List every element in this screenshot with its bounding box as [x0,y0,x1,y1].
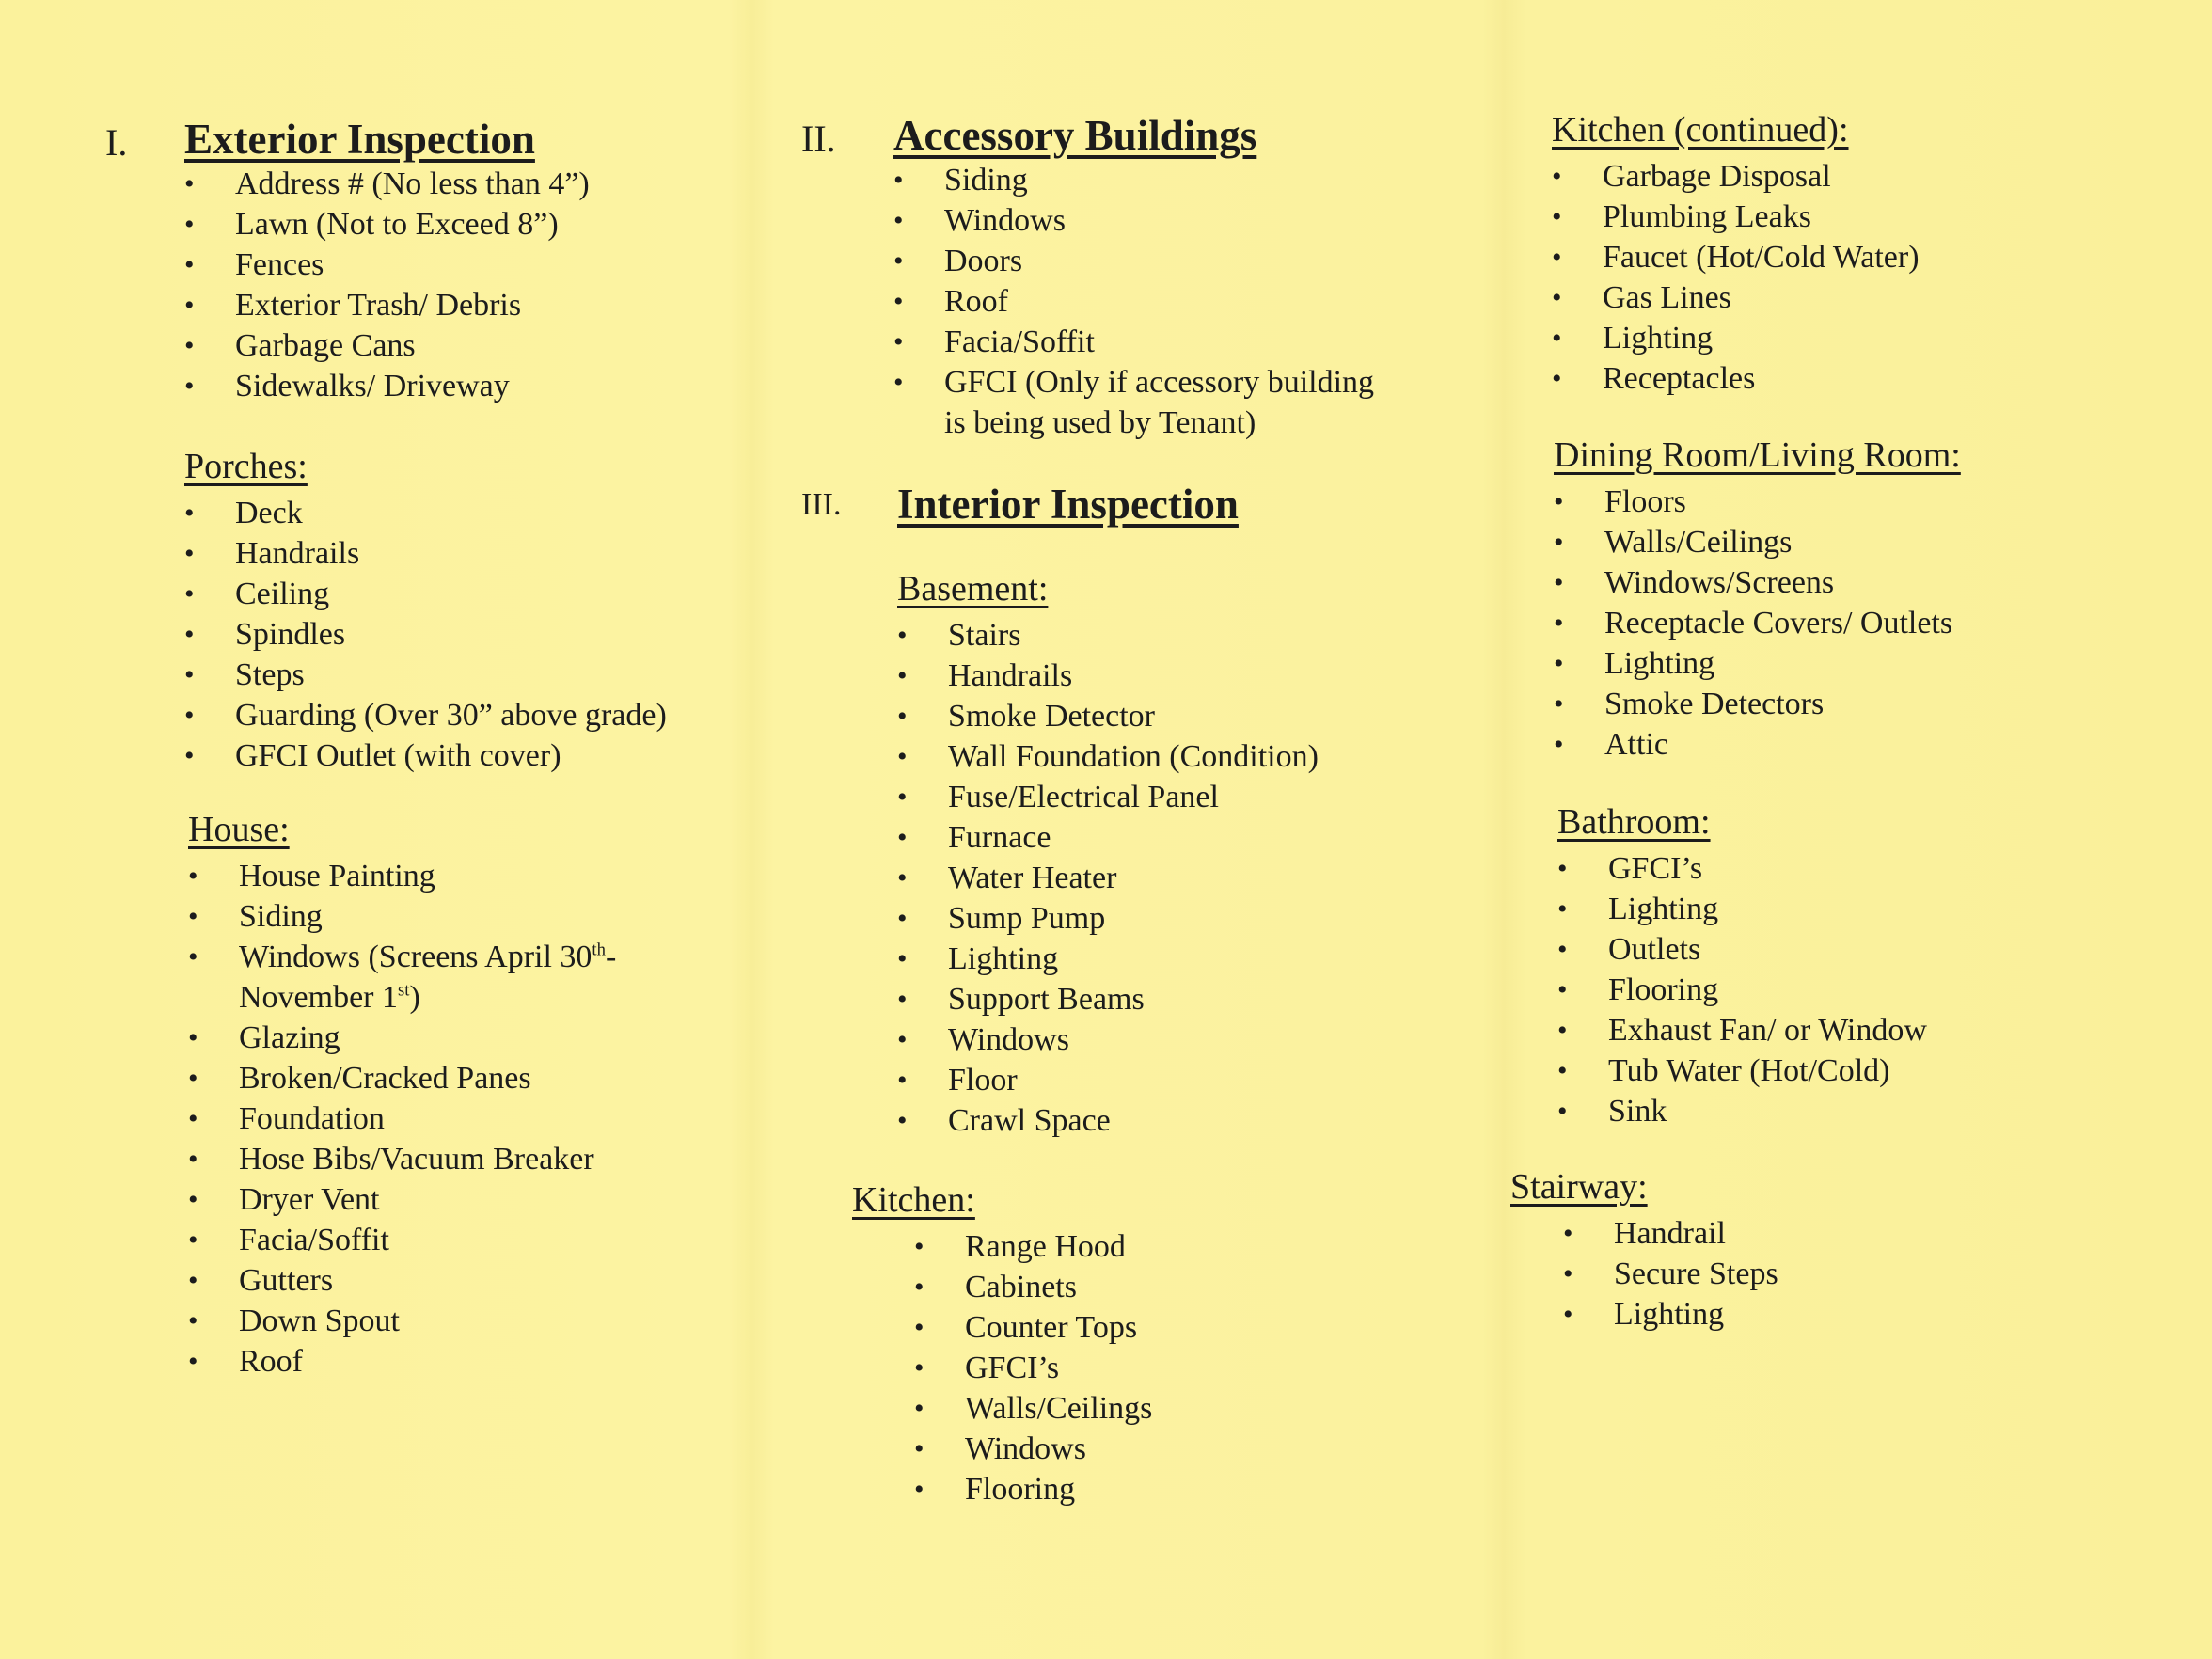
list-item: • Flooring [914,1469,1152,1509]
list-item: • Deck [184,493,667,533]
list-item: • Address # (No less than 4”) [184,164,590,204]
list-item: • Lighting [1557,889,1927,929]
subsection-title-bathroom: Bathroom: [1557,802,1711,842]
section-title-interior: Interior Inspection [897,481,1239,528]
list-item: • Crawl Space [897,1100,1319,1141]
list-item: • Exterior Trash/ Debris [184,285,590,325]
list-item: • Faucet (Hot/Cold Water) [1552,237,1920,277]
list-item: • Siding [188,896,616,937]
section-dining-living-room [1554,434,1961,765]
section-kitchen-continued [1552,109,1920,399]
stairway-list [1563,1213,1778,1335]
list-item: • Outlets [1557,929,1927,970]
section-title-exterior: Exterior Inspection [184,116,535,163]
list-item: • Lighting [1563,1294,1778,1335]
list-item: • Fuse/Electrical Panel [897,777,1319,817]
list-item: • Windows [897,1019,1319,1060]
list-item: • Handrail [1563,1213,1778,1254]
list-item-windows-screens: • Windows (Screens April 30th- November 1st) [188,937,616,1018]
section-exterior [184,115,590,406]
section-number-interior: III. [801,487,842,522]
list-item: • Counter Tops [914,1307,1152,1348]
subsection-title-dining-living-room: Dining Room/Living Room: [1554,435,1961,475]
section-kitchen [852,1179,1152,1509]
accessory-list [893,160,1374,362]
list-item: • Receptacle Covers/ Outlets [1554,603,1961,643]
list-item: • Spindles [184,614,667,655]
list-item: • Furnace [897,817,1319,858]
list-item: • Handrails [897,656,1319,696]
list-item: • Roof [188,1341,616,1382]
section-number-accessory: II. [801,118,836,160]
bathroom-list [1557,848,1927,1131]
dining-living-room-list [1554,482,1961,765]
list-item: • Range Hood [914,1226,1152,1267]
list-item: • Gutters [188,1260,616,1301]
subsection-title-basement: Basement: [897,569,1049,608]
list-item: • Lighting [897,939,1319,979]
section-basement [897,568,1319,1141]
house-list [188,856,616,1018]
section-accessory [893,111,1374,443]
list-item: • Gas Lines [1552,277,1920,318]
list-item: • Garbage Cans [184,325,590,366]
list-item: • Windows [914,1429,1152,1469]
kitchen-continued-list [1552,156,1920,399]
list-item: • Flooring [1557,970,1927,1010]
list-item: • Exhaust Fan/ or Window [1557,1010,1927,1051]
list-item: • Dryer Vent [188,1179,616,1220]
section-porches [184,446,667,776]
list-item: • Stairs [897,615,1319,656]
section-number-exterior: I. [105,121,128,164]
list-item: • Lighting [1554,643,1961,684]
list-item: • Ceiling [184,574,667,614]
list-item: • Facia/Soffit [188,1220,616,1260]
section-house [188,809,616,1382]
list-item: • Doors [893,241,1374,281]
list-item: • Windows/Screens [1554,562,1961,603]
list-item: • Windows [893,200,1374,241]
list-item: • Support Beams [897,979,1319,1019]
subsection-title-house: House: [188,810,290,849]
list-item: • Fences [184,245,590,285]
list-item: • Garbage Disposal [1552,156,1920,197]
list-item: • Cabinets [914,1267,1152,1307]
list-item: • House Painting [188,856,616,896]
section-stairway [1510,1166,1778,1335]
list-item: • Roof [893,281,1374,322]
list-item: • Smoke Detector [897,696,1319,736]
list-item: • Facia/Soffit [893,322,1374,362]
list-item: • Floor [897,1060,1319,1100]
porches-list [184,493,667,776]
list-item: • Lawn (Not to Exceed 8”) [184,204,590,245]
list-item: • Broken/Cracked Panes [188,1058,616,1098]
list-item: • Wall Foundation (Condition) [897,736,1319,777]
list-item: • Tub Water (Hot/Cold) [1557,1051,1927,1091]
exterior-list [184,164,590,406]
list-item: • Foundation [188,1098,616,1139]
list-item: • Walls/Ceilings [1554,522,1961,562]
list-item: • Sump Pump [897,898,1319,939]
list-item: • Floors [1554,482,1961,522]
section-title-accessory: Accessory Buildings [893,112,1257,159]
list-item: • Steps [184,655,667,695]
list-item: • Glazing [188,1018,616,1058]
subsection-title-stairway: Stairway: [1510,1167,1648,1207]
list-item: • Siding [893,160,1374,200]
list-item: • GFCI’s [1557,848,1927,889]
list-item: • GFCI Outlet (with cover) [184,735,667,776]
list-item: • Sink [1557,1091,1927,1131]
subsection-title-porches: Porches: [184,447,308,486]
section-bathroom [1557,801,1927,1131]
list-item-gfci: • GFCI (Only if accessory building is being used by Tenant) [893,362,1374,443]
list-item: • Water Heater [897,858,1319,898]
list-item: • Handrails [184,533,667,574]
list-item: • Receptacles [1552,358,1920,399]
list-item: • Plumbing Leaks [1552,197,1920,237]
section-interior [897,480,1239,529]
list-item: • Down Spout [188,1301,616,1341]
basement-list [897,615,1319,1141]
list-item: • Smoke Detectors [1554,684,1961,724]
kitchen-list [914,1226,1152,1509]
subsection-title-kitchen-continued: Kitchen (continued): [1552,110,1849,150]
list-item: • GFCI’s [914,1348,1152,1388]
list-item: • Lighting [1552,318,1920,358]
list-item: • Guarding (Over 30” above grade) [184,695,667,735]
list-item: • Hose Bibs/Vacuum Breaker [188,1139,616,1179]
list-item: • Walls/Ceilings [914,1388,1152,1429]
list-item: • Attic [1554,724,1961,765]
house-list-continued [188,1018,616,1382]
list-item: • Secure Steps [1563,1254,1778,1294]
list-item: • Sidewalks/ Driveway [184,366,590,406]
subsection-title-kitchen: Kitchen: [852,1180,975,1220]
